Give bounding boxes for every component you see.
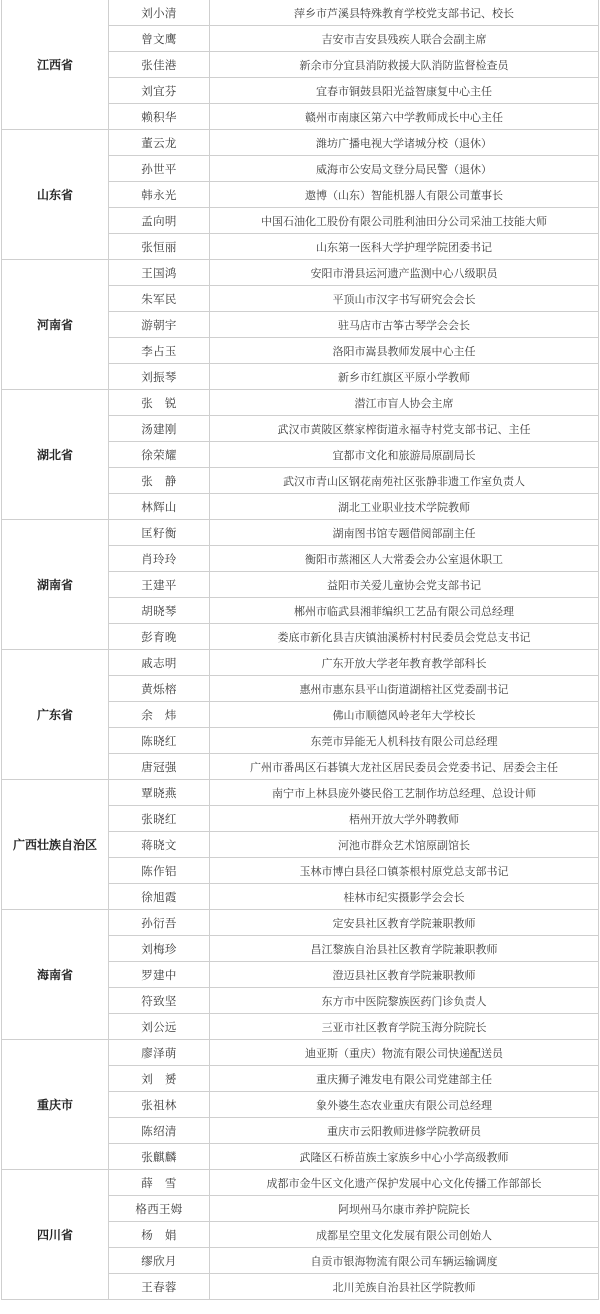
name-cell: 徐旭霞 — [109, 884, 210, 910]
name-cell: 刘小清 — [109, 0, 210, 26]
name-cell: 刘 赟 — [109, 1066, 210, 1092]
name-cell: 薛 雪 — [109, 1170, 210, 1196]
table-row — [2, 390, 599, 416]
title-cell: 洛阳市嵩县教师发展中心主任 — [210, 338, 599, 364]
name-cell: 董云龙 — [109, 130, 210, 156]
table-row — [2, 260, 599, 286]
name-cell: 陈作铝 — [109, 858, 210, 884]
title-cell: 威海市公安局文登分局民警（退休） — [210, 156, 599, 182]
name-cell: 张麒麟 — [109, 1144, 210, 1170]
name-cell: 杨 娟 — [109, 1222, 210, 1248]
title-cell: 平顶山市汉字书写研究会会长 — [210, 286, 599, 312]
title-cell: 澄迈县社区教育学院兼职教师 — [210, 962, 599, 988]
name-cell: 格西王姆 — [109, 1196, 210, 1222]
title-cell: 广东开放大学老年教育教学部科长 — [210, 650, 599, 676]
province-cell: 广西壮族自治区 — [2, 780, 109, 910]
title-cell: 北川羌族自治县社区学院教师 — [210, 1274, 599, 1300]
name-cell: 朱军民 — [109, 286, 210, 312]
name-cell: 肖玲玲 — [109, 546, 210, 572]
honoree-table — [1, 0, 599, 1300]
name-cell: 王建平 — [109, 572, 210, 598]
table-row — [2, 1170, 599, 1196]
title-cell: 赣州市南康区第六中学教师成长中心主任 — [210, 104, 599, 130]
table-row — [2, 650, 599, 676]
title-cell: 三亚市社区教育学院玉海分院院长 — [210, 1014, 599, 1040]
name-cell: 陈绍清 — [109, 1118, 210, 1144]
title-cell: 东莞市异能无人机科技有限公司总经理 — [210, 728, 599, 754]
name-cell: 缪欣月 — [109, 1248, 210, 1274]
title-cell: 广州市番禺区石碁镇大龙社区居民委员会党委书记、居委会主任 — [210, 754, 599, 780]
title-cell: 梧州开放大学外聘教师 — [210, 806, 599, 832]
title-cell: 衡阳市蒸湘区人大常委会办公室退休职工 — [210, 546, 599, 572]
title-cell: 宜都市文化和旅游局原副局长 — [210, 442, 599, 468]
table-row — [2, 0, 599, 26]
table-row — [2, 520, 599, 546]
name-cell: 唐冠强 — [109, 754, 210, 780]
title-cell: 娄底市新化县吉庆镇油溪桥村村民委员会党总支书记 — [210, 624, 599, 650]
title-cell: 安阳市滑县运河遗产监测中心八级职员 — [210, 260, 599, 286]
name-cell: 彭育晚 — [109, 624, 210, 650]
title-cell: 山东第一医科大学护理学院团委书记 — [210, 234, 599, 260]
title-cell: 河池市群众艺术馆原副馆长 — [210, 832, 599, 858]
name-cell: 刘宜芬 — [109, 78, 210, 104]
name-cell: 徐荣耀 — [109, 442, 210, 468]
name-cell: 张 静 — [109, 468, 210, 494]
name-cell: 孙世平 — [109, 156, 210, 182]
name-cell: 刘振琴 — [109, 364, 210, 390]
title-cell: 萍乡市芦溪县特殊教育学校党支部书记、校长 — [210, 0, 599, 26]
province-cell: 湖北省 — [2, 390, 109, 520]
table-row — [2, 1040, 599, 1066]
title-cell: 迪亚斯（重庆）物流有限公司快递配送员 — [210, 1040, 599, 1066]
table-row — [2, 780, 599, 806]
title-cell: 阿坝州马尔康市养护院院长 — [210, 1196, 599, 1222]
title-cell: 成都星空里文化发展有限公司创始人 — [210, 1222, 599, 1248]
title-cell: 新乡市红旗区平原小学教师 — [210, 364, 599, 390]
title-cell: 重庆狮子滩发电有限公司党建部主任 — [210, 1066, 599, 1092]
title-cell: 郴州市临武县湘菲编织工艺品有限公司总经理 — [210, 598, 599, 624]
title-cell: 自贡市银海物流有限公司车辆运输调度 — [210, 1248, 599, 1274]
title-cell: 昌江黎族自治县社区教育学院兼职教师 — [210, 936, 599, 962]
title-cell: 吉安市吉安县残疾人联合会副主席 — [210, 26, 599, 52]
name-cell: 刘公远 — [109, 1014, 210, 1040]
name-cell: 张祖林 — [109, 1092, 210, 1118]
name-cell: 孟向明 — [109, 208, 210, 234]
name-cell: 覃晓燕 — [109, 780, 210, 806]
name-cell: 罗建中 — [109, 962, 210, 988]
title-cell: 武隆区石桥苗族土家族乡中心小学高级教师 — [210, 1144, 599, 1170]
name-cell: 符致坚 — [109, 988, 210, 1014]
province-cell: 广东省 — [2, 650, 109, 780]
name-cell: 李占玉 — [109, 338, 210, 364]
title-cell: 驻马店市古筝古琴学会会长 — [210, 312, 599, 338]
table-row — [2, 130, 599, 156]
name-cell: 王春蓉 — [109, 1274, 210, 1300]
name-cell: 王国鸿 — [109, 260, 210, 286]
name-cell: 余 炜 — [109, 702, 210, 728]
name-cell: 韩永光 — [109, 182, 210, 208]
table-row — [2, 910, 599, 936]
title-cell: 定安县社区教育学院兼职教师 — [210, 910, 599, 936]
title-cell: 南宁市上林县庞外婆民俗工艺制作坊总经理、总设计师 — [210, 780, 599, 806]
title-cell: 惠州市惠东县平山街道湖榕社区党委副书记 — [210, 676, 599, 702]
name-cell: 张晓红 — [109, 806, 210, 832]
name-cell: 廖泽萌 — [109, 1040, 210, 1066]
name-cell: 张恒丽 — [109, 234, 210, 260]
province-cell: 四川省 — [2, 1170, 109, 1300]
name-cell: 林辉山 — [109, 494, 210, 520]
title-cell: 遨博（山东）智能机器人有限公司董事长 — [210, 182, 599, 208]
name-cell: 蒋晓文 — [109, 832, 210, 858]
name-cell: 汤建刚 — [109, 416, 210, 442]
title-cell: 象外婆生态农业重庆有限公司总经理 — [210, 1092, 599, 1118]
title-cell: 宜春市铜鼓县阳光益智康复中心主任 — [210, 78, 599, 104]
name-cell: 赖积华 — [109, 104, 210, 130]
title-cell: 益阳市关爱儿童协会党支部书记 — [210, 572, 599, 598]
name-cell: 刘梅珍 — [109, 936, 210, 962]
title-cell: 成都市金牛区文化遗产保护发展中心文化传播工作部部长 — [210, 1170, 599, 1196]
name-cell: 曾文鹰 — [109, 26, 210, 52]
name-cell: 戚志明 — [109, 650, 210, 676]
province-cell: 湖南省 — [2, 520, 109, 650]
title-cell: 玉林市博白县径口镇茶根村原党总支部书记 — [210, 858, 599, 884]
name-cell: 孙衍吾 — [109, 910, 210, 936]
name-cell: 张 锐 — [109, 390, 210, 416]
name-cell: 黄烁榕 — [109, 676, 210, 702]
province-cell: 重庆市 — [2, 1040, 109, 1170]
honoree-table-body — [2, 0, 599, 1300]
title-cell: 潍坊广播电视大学诸城分校（退休） — [210, 130, 599, 156]
province-cell: 山东省 — [2, 130, 109, 260]
name-cell: 游朝宇 — [109, 312, 210, 338]
title-cell: 东方市中医院黎族医药门诊负责人 — [210, 988, 599, 1014]
title-cell: 中国石油化工股份有限公司胜利油田分公司采油工技能大师 — [210, 208, 599, 234]
title-cell: 重庆市云阳教师进修学院教研员 — [210, 1118, 599, 1144]
name-cell: 胡晓琴 — [109, 598, 210, 624]
title-cell: 桂林市纪实摄影学会会长 — [210, 884, 599, 910]
title-cell: 佛山市顺德风岭老年大学校长 — [210, 702, 599, 728]
title-cell: 潜江市盲人协会主席 — [210, 390, 599, 416]
title-cell: 新余市分宜县消防救援大队消防监督检查员 — [210, 52, 599, 78]
title-cell: 武汉市青山区钢花南苑社区张静非遗工作室负责人 — [210, 468, 599, 494]
name-cell: 张佳港 — [109, 52, 210, 78]
title-cell: 湖南图书馆专题借阅部副主任 — [210, 520, 599, 546]
province-cell: 江西省 — [2, 0, 109, 130]
title-cell: 武汉市黄陂区蔡家榨街道永福寺村党支部书记、主任 — [210, 416, 599, 442]
province-cell: 河南省 — [2, 260, 109, 390]
title-cell: 湖北工业职业技术学院教师 — [210, 494, 599, 520]
name-cell: 匡籽衡 — [109, 520, 210, 546]
province-cell: 海南省 — [2, 910, 109, 1040]
name-cell: 陈晓红 — [109, 728, 210, 754]
